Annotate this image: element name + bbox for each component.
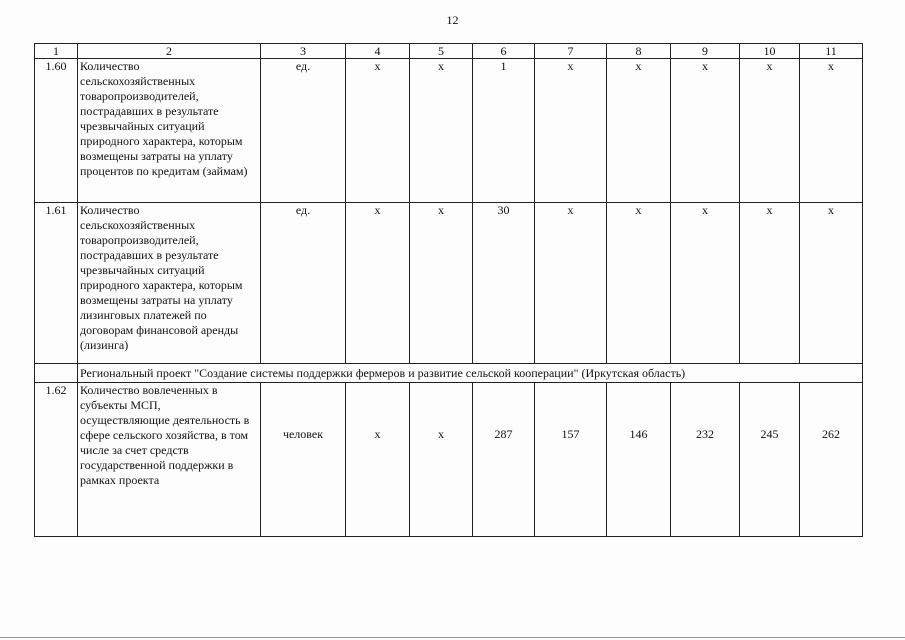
value-cell: 146: [607, 383, 671, 537]
value-cell: х: [410, 59, 473, 203]
value-cell: х: [740, 203, 800, 364]
value-cell: х: [800, 203, 863, 364]
value-cell: х: [410, 203, 473, 364]
value-cell: х: [740, 59, 800, 203]
unit-cell: ед.: [261, 203, 346, 364]
value-cell: 245: [740, 383, 800, 537]
description-line: возмещены затраты на уплату: [80, 293, 233, 307]
description-line: сельскохозяйственных: [80, 218, 196, 232]
row-description: [78, 203, 261, 364]
description-line: договорам финансовой аренды: [80, 323, 239, 337]
column-number-header: 11: [800, 44, 863, 59]
value-cell: х: [535, 59, 607, 203]
description-line: Количество вовлеченных в: [80, 383, 218, 397]
description-line: чрезвычайных ситуаций: [80, 263, 205, 277]
description-line: чрезвычайных ситуаций: [80, 119, 205, 133]
value-cell: х: [535, 203, 607, 364]
description-line: осуществляющие деятельность в: [80, 413, 250, 427]
indicators-table: [34, 43, 863, 537]
description-line: лизинговых платежей по: [80, 308, 207, 322]
column-number-header: 8: [607, 44, 671, 59]
table-header-row: [35, 44, 863, 59]
description-line: (лизинга): [80, 338, 129, 352]
description-line: товаропроизводителей,: [80, 233, 199, 247]
page-number: 12: [446, 13, 459, 27]
column-number-header: 1: [35, 44, 78, 59]
value-cell: 262: [800, 383, 863, 537]
table-row: [35, 203, 863, 364]
row-number: 1.61: [35, 203, 78, 364]
description-line: Количество: [80, 59, 140, 73]
column-number-header: 6: [473, 44, 535, 59]
row-description: [78, 383, 261, 537]
scan-edge-line: [0, 637, 905, 638]
unit-cell: ед.: [261, 59, 346, 203]
value-cell: х: [607, 203, 671, 364]
section-row: [35, 364, 863, 383]
description-line: Количество: [80, 203, 140, 217]
value-cell: х: [346, 383, 410, 537]
column-number-header: 9: [671, 44, 740, 59]
value-cell: х: [800, 59, 863, 203]
value-cell: 232: [671, 383, 740, 537]
description-line: возмещены затраты на уплату: [80, 149, 233, 163]
unit-cell: человек: [261, 383, 346, 537]
table-row: [35, 383, 863, 537]
description-line: процентов по кредитам (займам): [80, 164, 248, 178]
column-number-header: 5: [410, 44, 473, 59]
column-number-header: 10: [740, 44, 800, 59]
section-spacer-cell: [35, 364, 78, 383]
value-cell: х: [671, 203, 740, 364]
description-line: рамках проекта: [80, 473, 160, 487]
description-line: пострадавших в результате: [80, 104, 219, 118]
column-number-header: 3: [261, 44, 346, 59]
description-line: товаропроизводителей,: [80, 89, 199, 103]
description-line: числе за счет средств: [80, 443, 189, 457]
value-cell: х: [410, 383, 473, 537]
description-line: пострадавших в результате: [80, 248, 219, 262]
value-cell: х: [607, 59, 671, 203]
description-line: субъекты МСП,: [80, 398, 161, 412]
description-line: сфере сельского хозяйства, в том: [80, 428, 249, 442]
table-row: [35, 59, 863, 203]
section-title: Региональный проект "Создание системы поддержки фермеров и развитие сельской кооперации" (Иркутская область): [78, 364, 863, 383]
value-cell: 157: [535, 383, 607, 537]
description-line: природного характера, которым: [80, 134, 243, 148]
description-line: государственной поддержки в: [80, 458, 234, 472]
value-cell: 287: [473, 383, 535, 537]
value-cell: 30: [473, 203, 535, 364]
value-cell: х: [346, 59, 410, 203]
value-cell: х: [671, 59, 740, 203]
row-number: 1.62: [35, 383, 78, 537]
value-cell: 1: [473, 59, 535, 203]
description-line: сельскохозяйственных: [80, 74, 196, 88]
row-number: 1.60: [35, 59, 78, 203]
value-cell: х: [346, 203, 410, 364]
column-number-header: 7: [535, 44, 607, 59]
description-line: природного характера, которым: [80, 278, 243, 292]
column-number-header: 2: [78, 44, 261, 59]
row-description: [78, 59, 261, 203]
column-number-header: 4: [346, 44, 410, 59]
